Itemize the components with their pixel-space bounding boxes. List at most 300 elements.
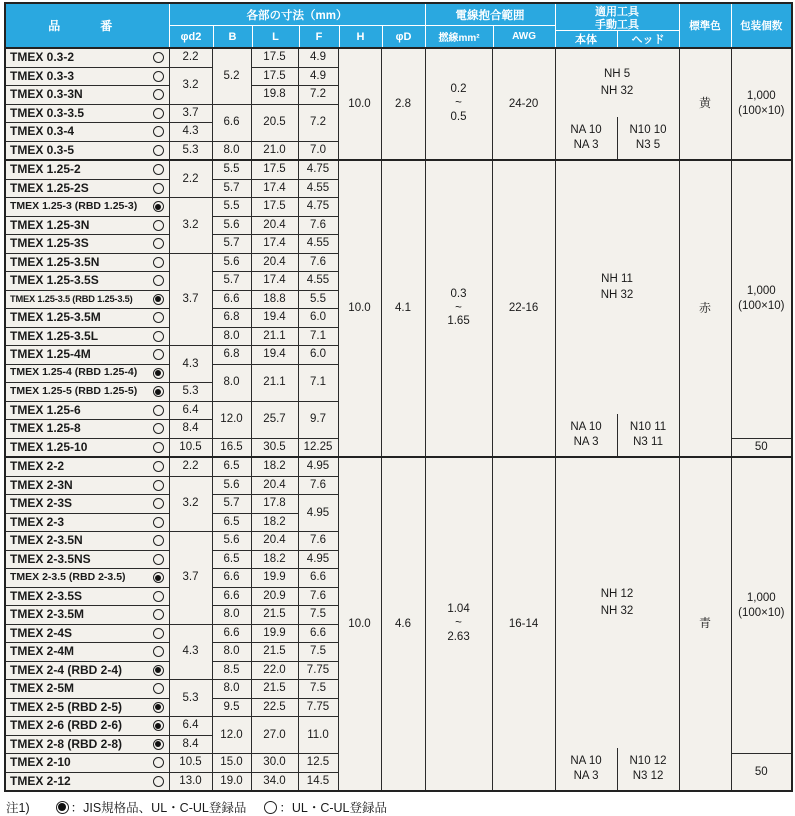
- dim-B-cell: 6.6: [212, 569, 251, 588]
- part-number-inner: [6, 627, 169, 640]
- part-number-cell: [5, 698, 169, 717]
- part-number-cell: [5, 754, 169, 773]
- tool-head-cell: [617, 414, 679, 456]
- header-col-tool-body: 本体: [575, 34, 598, 46]
- dim-d2-cell: 6.4: [169, 717, 212, 736]
- ul-mark-icon: [153, 591, 164, 602]
- dim-L-cell: 34.0: [251, 772, 298, 791]
- part-number-cell: [5, 235, 169, 254]
- dim-F-cell: 7.6: [298, 476, 338, 495]
- dim-F-cell: 12.25: [298, 438, 338, 457]
- nh-tool-line: NH 32: [600, 604, 634, 617]
- part-number-cell: [5, 606, 169, 625]
- applicable-tools-cell: [555, 457, 679, 791]
- pack-quantity-line: 1,000: [746, 90, 776, 103]
- part-number: TMEX 2-8 (RBD 2-8): [10, 736, 123, 751]
- header-standard-color: [679, 3, 731, 48]
- part-number: TMEX 1.25-3.5S: [10, 273, 99, 288]
- part-number: TMEX 1.25-3 (RBD 1.25-3): [10, 199, 138, 212]
- dim-F-cell: 12.5: [298, 754, 338, 773]
- part-number-inner: [6, 201, 169, 213]
- dim-L-cell: 20.4: [251, 476, 298, 495]
- ul-mark-icon: [153, 126, 164, 137]
- dim-B-cell: 5.5: [212, 198, 251, 217]
- dim-d2-cell: 6.4: [169, 401, 212, 420]
- dim-L-cell: 17.4: [251, 179, 298, 198]
- part-number-cell: [5, 457, 169, 476]
- dim-F-cell: 6.6: [298, 569, 338, 588]
- part-number: TMEX 2-3.5N: [10, 533, 83, 548]
- dim-B-cell: 5.7: [212, 495, 251, 514]
- pack-quantity-cell: [731, 48, 792, 160]
- applicable-tools-cell: [555, 160, 679, 457]
- jis-ul-mark-icon: [153, 739, 164, 750]
- tools-layout: [556, 49, 679, 159]
- dim-F-cell: 9.7: [298, 401, 338, 438]
- part-number-cell: [5, 624, 169, 643]
- ul-mark-icon: [153, 757, 164, 768]
- part-number-inner: [6, 719, 169, 732]
- part-number-cell: [5, 123, 169, 142]
- part-number: TMEX 2-3.5M: [10, 607, 85, 622]
- dim-L-cell: 19.4: [251, 346, 298, 365]
- dim-L-cell: 19.4: [251, 309, 298, 328]
- part-number-cell: [5, 495, 169, 514]
- jis-ul-mark-icon: [56, 801, 69, 814]
- header-wire-title: 電線抱合範囲: [426, 4, 555, 26]
- tool-body-cell: [556, 748, 617, 790]
- strand-range-cell: [425, 160, 492, 457]
- part-number: TMEX 2-2: [10, 459, 65, 474]
- ul-mark-icon: [153, 164, 164, 175]
- dim-F-cell: 7.6: [298, 587, 338, 606]
- nh-tool-line: NH 32: [600, 289, 634, 301]
- strand-range-line: 1.65: [447, 315, 470, 328]
- dim-L-cell: 30.0: [251, 754, 298, 773]
- dim-d2-cell: 10.5: [169, 754, 212, 773]
- tools-layout: [556, 458, 679, 790]
- part-number-inner: [6, 497, 169, 510]
- ul-mark-icon: [153, 480, 164, 491]
- part-number-inner: [6, 422, 169, 435]
- part-number-cell: [5, 216, 169, 235]
- dim-B-cell: 8.0: [212, 327, 251, 346]
- header-part-number-label: 品 番: [48, 19, 127, 33]
- na-tools: [556, 414, 679, 456]
- header-col-L: L: [252, 26, 299, 47]
- dim-F-cell: 14.5: [298, 772, 338, 791]
- header-tools-columns: [556, 31, 679, 47]
- dim-F-cell: 5.5: [298, 290, 338, 309]
- part-number-inner: [6, 219, 169, 232]
- dim-F-cell: 7.1: [298, 327, 338, 346]
- header-col-d2: φd2: [180, 30, 202, 43]
- dim-d2-cell: 3.7: [169, 253, 212, 346]
- strand-range-line: 0.2: [450, 83, 467, 96]
- dim-F-cell: 4.9: [298, 67, 338, 86]
- ul-mark-icon: [153, 646, 164, 657]
- dim-L-cell: 21.0: [251, 141, 298, 160]
- header-wire-columns: [426, 26, 555, 47]
- header-dimensions-title: 各部の寸法（mm）: [170, 4, 425, 26]
- dim-B-cell: 12.0: [212, 401, 251, 438]
- na-tools: [556, 748, 679, 790]
- part-number-cell: [5, 383, 169, 402]
- part-number-inner: [6, 404, 169, 417]
- part-number: TMEX 1.25-5 (RBD 1.25-5): [10, 384, 138, 397]
- ul-mark-icon: [153, 628, 164, 639]
- dim-H-cell: 10.0: [338, 160, 381, 457]
- table-row: [5, 160, 792, 179]
- part-number: TMEX 1.25-3S: [10, 236, 89, 251]
- pack-quantity-line: 1,000: [746, 591, 776, 604]
- dim-d2-cell: 10.5: [169, 438, 212, 457]
- dim-F-cell: 7.6: [298, 253, 338, 272]
- table-row: [5, 457, 792, 476]
- tool-head-cell: [617, 748, 679, 790]
- part-number: TMEX 1.25-3.5 (RBD 1.25-3.5): [10, 294, 133, 305]
- part-number: TMEX 2-3N: [10, 477, 73, 492]
- dim-L-cell: 17.4: [251, 235, 298, 254]
- dim-F-cell: 4.75: [298, 198, 338, 217]
- part-number-inner: [6, 163, 169, 176]
- dim-d2-cell: 4.3: [169, 123, 212, 142]
- part-number: TMEX 2-10: [10, 755, 71, 770]
- dim-B-cell: 6.6: [212, 104, 251, 141]
- tool-head-line: N10 10: [629, 124, 667, 137]
- dim-F-cell: 4.9: [298, 48, 338, 67]
- part-number-inner: [6, 311, 169, 324]
- part-number: TMEX 2-3S: [10, 496, 73, 511]
- dim-D-cell: 4.1: [381, 160, 425, 457]
- dim-L-cell: 17.4: [251, 272, 298, 291]
- part-number-inner: [6, 553, 169, 566]
- tool-head-cell: [617, 117, 679, 159]
- ul-mark-icon: [153, 554, 164, 565]
- dim-B-cell: 5.7: [212, 235, 251, 254]
- part-number-cell: [5, 643, 169, 662]
- part-number-cell: [5, 401, 169, 420]
- part-number-inner: [6, 274, 169, 287]
- tool-body-cell: [556, 414, 617, 456]
- ul-mark-icon: [153, 108, 164, 119]
- part-number-inner: [6, 441, 169, 454]
- part-number: TMEX 2-12: [10, 773, 71, 788]
- part-number-inner: [6, 70, 169, 83]
- header-col-awg: AWG: [493, 26, 555, 47]
- dim-B-cell: 5.7: [212, 179, 251, 198]
- header-col-F: F: [299, 26, 339, 47]
- part-number-inner: [6, 107, 169, 120]
- part-number-cell: [5, 327, 169, 346]
- header-wire-group: [425, 3, 555, 48]
- tool-body-line: NA 10: [570, 421, 602, 434]
- part-number-cell: [5, 680, 169, 699]
- part-number-inner: [6, 534, 169, 547]
- pack-quantity-cell: [731, 160, 792, 438]
- awg-range-cell: 24-20: [492, 48, 555, 160]
- ul-mark-icon: [153, 609, 164, 620]
- part-number: TMEX 1.25-4M: [10, 347, 91, 362]
- spec-table-body: [5, 48, 792, 791]
- header-col-strand: 撚線mm²: [438, 33, 480, 44]
- part-number: TMEX 2-3: [10, 514, 65, 529]
- part-number-cell: [5, 735, 169, 754]
- dim-B-cell: 6.6: [212, 587, 251, 606]
- dim-L-cell: 19.9: [251, 569, 298, 588]
- dim-L-cell: 21.5: [251, 643, 298, 662]
- dim-F-cell: 7.75: [298, 661, 338, 680]
- part-number-cell: [5, 141, 169, 160]
- dim-d2-cell: 13.0: [169, 772, 212, 791]
- na-tools: [556, 117, 679, 159]
- awg-range-cell: 16-14: [492, 457, 555, 791]
- part-number-cell: [5, 513, 169, 532]
- spec-table: [4, 2, 793, 792]
- dim-L-cell: 21.1: [251, 364, 298, 401]
- jis-ul-mark-icon: [153, 665, 164, 676]
- dim-L-cell: 17.5: [251, 48, 298, 67]
- strand-range-line: 1.04: [447, 603, 470, 616]
- part-number: TMEX 2-6 (RBD 2-6): [10, 718, 123, 733]
- part-number-inner: [6, 367, 169, 379]
- dim-F-cell: 6.0: [298, 346, 338, 365]
- part-number-cell: [5, 364, 169, 383]
- ul-mark-icon: [153, 498, 164, 509]
- nh-tool-line: NH 5: [603, 68, 631, 81]
- dim-F-cell: 7.0: [298, 141, 338, 160]
- dim-L-cell: 25.7: [251, 401, 298, 438]
- part-number: TMEX 0.3-3: [10, 68, 75, 83]
- dim-L-cell: 20.4: [251, 532, 298, 551]
- dim-B-cell: 8.0: [212, 643, 251, 662]
- part-number: TMEX 2-3.5S: [10, 588, 83, 603]
- pack-quantity-line: (100×10): [738, 105, 785, 117]
- header-row: [5, 3, 792, 48]
- dim-B-cell: 6.5: [212, 550, 251, 569]
- dim-F-cell: 7.5: [298, 606, 338, 625]
- strand-range-line: 0.5: [450, 110, 467, 123]
- dim-L-cell: 18.2: [251, 513, 298, 532]
- dim-F-cell: 7.5: [298, 680, 338, 699]
- dim-d2-cell: 2.2: [169, 160, 212, 198]
- legend-open-text: ：UL・C-UL登録品: [279, 801, 387, 815]
- ul-mark-icon: [153, 331, 164, 342]
- part-number-cell: [5, 420, 169, 439]
- part-number: TMEX 0.3-3N: [10, 87, 83, 102]
- nh-tool-line: NH 11: [601, 272, 633, 285]
- part-number-inner: [6, 682, 169, 695]
- ul-mark-icon: [153, 776, 164, 787]
- ul-mark-icon: [153, 183, 164, 194]
- dim-F-cell: 7.6: [298, 216, 338, 235]
- strand-range-cell: [425, 457, 492, 791]
- jis-ul-mark-icon: [153, 720, 164, 731]
- part-number: TMEX 0.3-4: [10, 124, 75, 139]
- ul-mark-icon: [153, 405, 164, 416]
- dim-d2-cell: 2.2: [169, 457, 212, 476]
- dim-B-cell: 19.0: [212, 772, 251, 791]
- part-number-inner: [6, 590, 169, 603]
- part-number: TMEX 1.25-3.5L: [10, 328, 99, 343]
- dim-L-cell: 27.0: [251, 717, 298, 754]
- pack-quantity-50-cell: 50: [731, 438, 792, 457]
- dim-B-cell: 5.7: [212, 272, 251, 291]
- part-number-inner: [6, 348, 169, 361]
- part-number-cell: [5, 272, 169, 291]
- header-dimensions-group: [169, 3, 425, 48]
- part-number-cell: [5, 67, 169, 86]
- dim-L-cell: 19.8: [251, 86, 298, 105]
- dim-B-cell: 6.5: [212, 457, 251, 476]
- ul-mark-icon: [153, 461, 164, 472]
- dim-L-cell: 21.5: [251, 606, 298, 625]
- pack-quantity-line: (100×10): [738, 606, 785, 619]
- header-tools-title: 適用工具: [595, 6, 640, 18]
- dim-B-cell: 8.0: [212, 141, 251, 160]
- part-number-cell: [5, 253, 169, 272]
- dim-D-cell: 4.6: [381, 457, 425, 791]
- part-number: TMEX 1.25-2S: [10, 180, 89, 195]
- part-number-cell: [5, 290, 169, 309]
- jis-ul-mark-icon: [153, 294, 164, 305]
- dim-F-cell: 4.55: [298, 272, 338, 291]
- dim-F-cell: 6.0: [298, 309, 338, 328]
- part-number-cell: [5, 438, 169, 457]
- dim-L-cell: 17.8: [251, 495, 298, 514]
- legend-note-label: 注1): [6, 801, 30, 815]
- strand-range-line: ~: [455, 617, 462, 630]
- part-number-cell: [5, 532, 169, 551]
- ul-mark-icon: [153, 89, 164, 100]
- strand-range-line: 0.3: [450, 287, 467, 300]
- part-number-cell: [5, 346, 169, 365]
- ul-mark-icon: [153, 442, 164, 453]
- ul-mark-icon: [264, 801, 277, 814]
- dim-L-cell: 20.4: [251, 216, 298, 235]
- part-number-inner: [6, 330, 169, 343]
- dim-B-cell: 6.6: [212, 624, 251, 643]
- part-number-inner: [6, 572, 169, 584]
- tool-body-line: NA 3: [573, 770, 599, 782]
- part-number-inner: [6, 479, 169, 492]
- awg-range-cell: 22-16: [492, 160, 555, 457]
- tool-head-line: N10 11: [629, 421, 667, 434]
- part-number-cell: [5, 550, 169, 569]
- standard-color-cell: 赤: [679, 160, 731, 457]
- ul-mark-icon: [153, 220, 164, 231]
- ul-mark-icon: [153, 71, 164, 82]
- strand-range-cell: [425, 48, 492, 160]
- dim-d2-cell: 3.2: [169, 67, 212, 104]
- tool-head-line: N3 11: [633, 436, 663, 448]
- tool-body-cell: [556, 117, 617, 159]
- part-number-inner: [6, 645, 169, 658]
- tool-head-line: N10 12: [629, 755, 667, 768]
- part-number: TMEX 2-4S: [10, 625, 73, 640]
- part-number-inner: [6, 738, 169, 751]
- part-number-inner: [6, 460, 169, 473]
- dim-d2-cell: 3.2: [169, 476, 212, 532]
- dim-L-cell: 21.1: [251, 327, 298, 346]
- header-col-B: B: [213, 26, 252, 47]
- dim-d2-cell: 5.3: [169, 383, 212, 402]
- header-standard-color-label: 標準色: [689, 20, 721, 32]
- jis-ul-mark-icon: [153, 702, 164, 713]
- dim-L-cell: 20.4: [251, 253, 298, 272]
- dim-d2-cell: 4.3: [169, 624, 212, 680]
- tool-body-line: NA 10: [570, 755, 602, 768]
- header-pack-quantity-label: 包装個数: [740, 20, 783, 32]
- dim-F-cell: 4.55: [298, 235, 338, 254]
- part-number: TMEX 1.25-2: [10, 162, 81, 177]
- dim-d2-cell: 2.2: [169, 48, 212, 67]
- tool-body-line: NA 3: [573, 436, 599, 448]
- part-number-inner: [6, 182, 169, 195]
- ul-mark-icon: [153, 535, 164, 546]
- dim-d2-cell: 4.3: [169, 346, 212, 383]
- part-number: TMEX 1.25-8: [10, 421, 81, 436]
- legend-jis-text: ：JIS規格品、UL・C-UL登録品: [70, 801, 247, 815]
- pack-quantity-50-cell: 50: [731, 754, 792, 792]
- part-number: TMEX 0.3-3.5: [10, 105, 85, 120]
- dim-L-cell: 17.5: [251, 67, 298, 86]
- dim-H-cell: 10.0: [338, 48, 381, 160]
- part-number-cell: [5, 772, 169, 791]
- dim-L-cell: 21.5: [251, 680, 298, 699]
- part-number: TMEX 2-3.5NS: [10, 551, 91, 566]
- part-number-cell: [5, 179, 169, 198]
- tools-layout: [556, 161, 679, 456]
- part-number-inner: [6, 144, 169, 157]
- dim-d2-cell: 3.2: [169, 198, 212, 254]
- dim-D-cell: 2.8: [381, 48, 425, 160]
- dim-d2-cell: 3.7: [169, 532, 212, 625]
- dim-B-cell: 5.6: [212, 253, 251, 272]
- dim-d2-cell: 5.3: [169, 141, 212, 160]
- ul-mark-icon: [153, 349, 164, 360]
- part-number-inner: [6, 701, 169, 714]
- part-number: TMEX 1.25-3.5N: [10, 254, 100, 269]
- ul-mark-icon: [153, 52, 164, 63]
- part-number-inner: [6, 608, 169, 621]
- tool-body-line: NA 3: [573, 139, 599, 151]
- part-number: TMEX 1.25-10: [10, 439, 88, 454]
- dim-F-cell: 7.2: [298, 86, 338, 105]
- dim-F-cell: 7.5: [298, 643, 338, 662]
- dim-L-cell: 17.5: [251, 198, 298, 217]
- dim-L-cell: 18.8: [251, 290, 298, 309]
- part-number-inner: [6, 664, 169, 677]
- header-col-H: H: [339, 26, 382, 47]
- dim-L-cell: 19.9: [251, 624, 298, 643]
- dim-F-cell: 7.2: [298, 104, 338, 141]
- ul-mark-icon: [153, 517, 164, 528]
- part-number-inner: [6, 516, 169, 529]
- part-number-cell: [5, 661, 169, 680]
- part-number: TMEX 1.25-3N: [10, 217, 90, 232]
- nh-tools: [556, 49, 679, 117]
- part-number: TMEX 1.25-4 (RBD 1.25-4): [10, 366, 138, 379]
- part-number-inner: [6, 294, 169, 305]
- part-number: TMEX 2-5M: [10, 681, 75, 696]
- dim-F-cell: 4.95: [298, 495, 338, 532]
- header-pack-quantity: [731, 3, 792, 48]
- dim-F-cell: 4.95: [298, 550, 338, 569]
- ul-mark-icon: [153, 257, 164, 268]
- jis-ul-mark-icon: [153, 386, 164, 397]
- dim-B-cell: 9.5: [212, 698, 251, 717]
